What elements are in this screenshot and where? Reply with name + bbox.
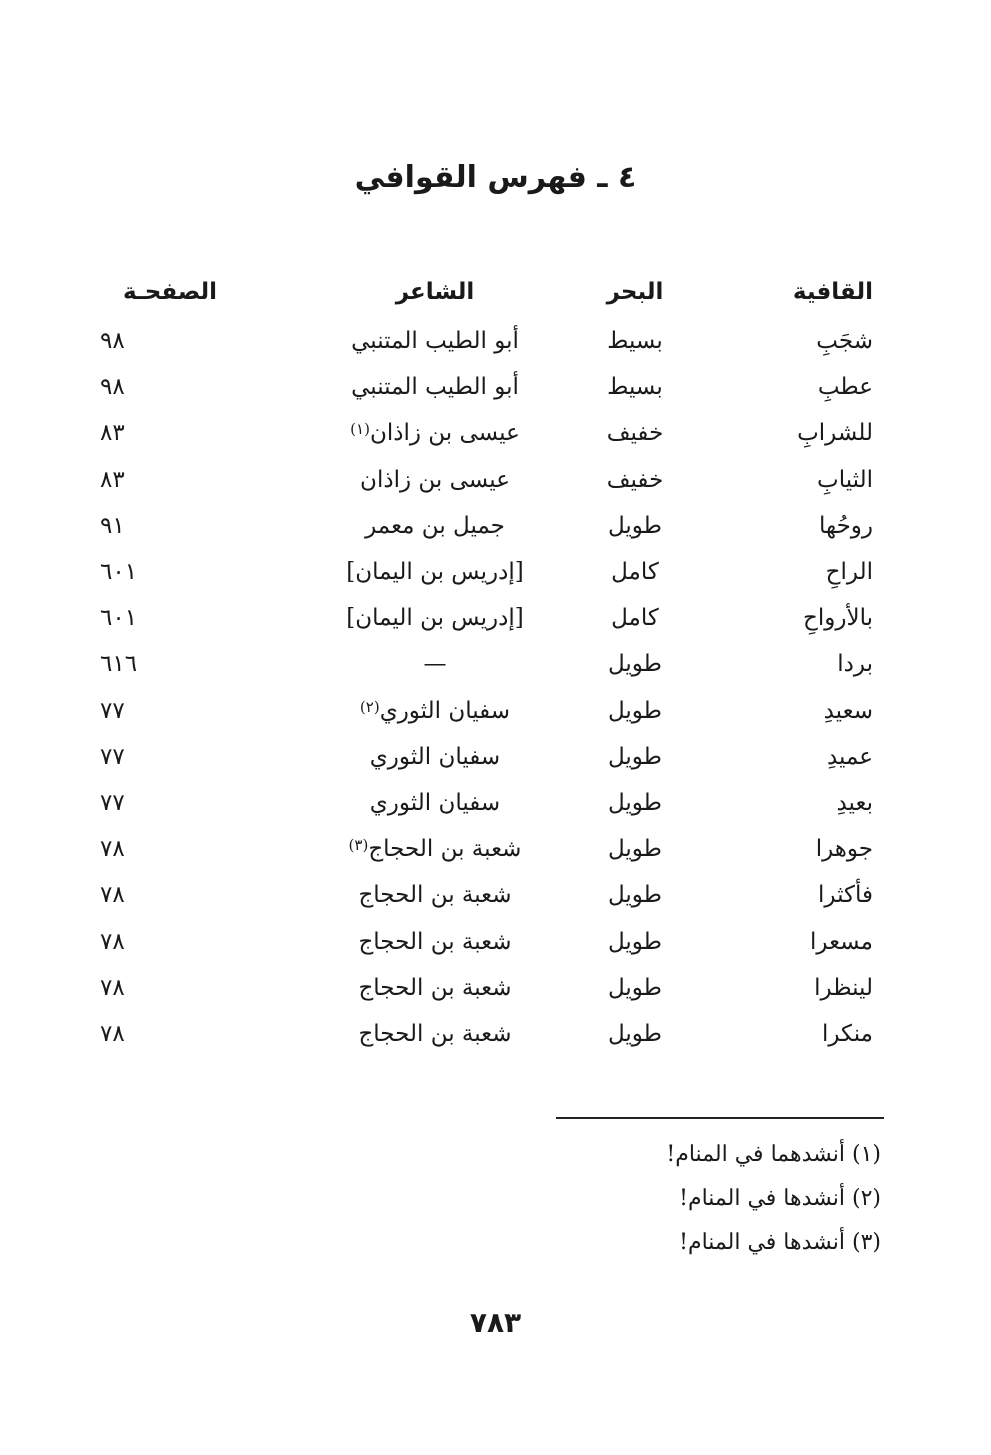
header-qafia: القافية: [792, 279, 873, 305]
cell-qafia: عطبِ: [817, 374, 873, 401]
footnote-divider: [556, 1117, 884, 1119]
cell-shaer: [300, 321, 570, 361]
cell-bahr: طويل: [607, 928, 662, 955]
cell-qafia: الثيابِ: [817, 466, 873, 493]
poet-name: عيسى بن زاذان: [360, 466, 510, 493]
table-row: [0, 922, 991, 962]
cell-qafia: لينظرا: [814, 974, 873, 1001]
cell-page: ٩١: [100, 512, 125, 539]
cell-bahr: طويل: [607, 1021, 662, 1047]
cell-shaer: [300, 783, 570, 823]
cell-page: ٧٨: [100, 1021, 125, 1047]
cell-bahr: بسيط: [607, 374, 663, 401]
table-row: [0, 1014, 991, 1054]
cell-qafia: بردا: [837, 651, 873, 678]
header-shaer: الشاعر: [395, 279, 475, 305]
cell-page: ٩٨: [100, 374, 125, 401]
cell-page: ٧٨: [100, 836, 125, 863]
cell-qafia: شجَبِ: [816, 328, 873, 354]
table-row: [0, 691, 991, 731]
cell-page: ٦٠١: [100, 605, 138, 632]
cell-qafia: جوهرا: [815, 836, 873, 863]
table-row: [0, 460, 991, 500]
poet-name: شعبة بن الحجاج: [358, 1021, 512, 1047]
cell-bahr: طويل: [607, 790, 662, 816]
table-row: [0, 737, 991, 777]
cell-shaer: [300, 691, 570, 731]
cell-shaer: [300, 1014, 570, 1054]
cell-shaer: [300, 644, 570, 684]
cell-page: ٧٨: [100, 882, 125, 909]
cell-page: ٩٨: [100, 328, 125, 354]
table-row: [0, 321, 991, 361]
cell-bahr: طويل: [607, 651, 662, 678]
cell-page: ٦١٦: [100, 651, 138, 678]
table-row: [0, 875, 991, 915]
cell-shaer: [300, 875, 570, 915]
cell-qafia: بالأرواحِ: [803, 605, 873, 632]
cell-qafia: منكرا: [821, 1021, 873, 1047]
cell-shaer: [300, 367, 570, 407]
poet-name: أبو الطيب المتنبي: [351, 374, 519, 401]
cell-shaer: [300, 829, 570, 869]
cell-shaer: [300, 506, 570, 546]
footnotes: [381, 1133, 881, 1265]
cell-bahr: خفيف: [606, 420, 664, 447]
footnote-marker: (٢): [359, 697, 380, 716]
page-number: ٧٨٣: [469, 1306, 522, 1339]
cell-bahr: طويل: [607, 512, 662, 539]
table-row: [0, 552, 991, 592]
cell-qafia: عميدِ: [826, 743, 873, 770]
header-page: الصفحـة: [122, 279, 218, 305]
poet-name: أبو الطيب المتنبي: [351, 328, 519, 354]
poet-name: —: [423, 651, 447, 678]
footnote-2: (٢) أنشدها في المنام!: [679, 1186, 881, 1211]
footnote-marker: (٣): [348, 836, 369, 855]
cell-page: ٧٨: [100, 974, 125, 1001]
table-row: [0, 829, 991, 869]
cell-qafia: الراحِ: [825, 559, 873, 585]
cell-bahr: طويل: [607, 697, 662, 724]
cell-shaer: [300, 737, 570, 777]
cell-qafia: فأكثرا: [818, 882, 873, 909]
poet-name: سفيان الثوري: [369, 790, 501, 816]
cell-page: ٧٧: [100, 743, 125, 770]
cell-page: ٨٣: [100, 420, 125, 447]
table-row: [0, 413, 991, 453]
cell-page: ٧٨: [100, 928, 125, 955]
poet-name: سفيان الثوري: [379, 697, 511, 724]
cell-bahr: خفيف: [606, 466, 664, 493]
poet-name: شعبة بن الحجاج: [358, 974, 512, 1001]
page-title: ٤ ـ فهرس القوافي: [354, 160, 637, 195]
cell-shaer: [300, 552, 570, 592]
poet-name: عيسى بن زاذان: [369, 420, 520, 447]
table-row: [0, 968, 991, 1008]
cell-shaer: [300, 460, 570, 500]
cell-page: ٧٧: [100, 697, 125, 724]
table-header: [0, 272, 991, 312]
table-row: [0, 644, 991, 684]
poet-name: شعبة بن الحجاج: [368, 836, 522, 863]
footnote-1: (١) أنشدهما في المنام!: [666, 1142, 881, 1167]
cell-bahr: بسيط: [607, 328, 663, 354]
poet-name: [إدريس بن اليمان]: [346, 605, 524, 632]
cell-page: ٨٣: [100, 466, 125, 493]
cell-qafia: سعيدِ: [823, 697, 873, 724]
table-row: [0, 783, 991, 823]
poet-name: شعبة بن الحجاج: [358, 928, 512, 955]
footnote-marker: (١): [350, 420, 370, 439]
cell-bahr: كامل: [611, 559, 659, 585]
table-row: [0, 506, 991, 546]
cell-qafia: للشرابِ: [797, 420, 873, 447]
poet-name: جميل بن معمر: [365, 512, 505, 539]
cell-page: ٦٠١: [100, 559, 138, 585]
cell-qafia: روحُها: [818, 512, 873, 539]
cell-shaer: [300, 968, 570, 1008]
header-bahr: البحر: [606, 279, 664, 305]
cell-shaer: [300, 598, 570, 638]
table-row: [0, 598, 991, 638]
cell-bahr: طويل: [607, 743, 662, 770]
cell-bahr: كامل: [611, 605, 659, 632]
poet-name: [إدريس بن اليمان]: [346, 559, 524, 585]
cell-bahr: طويل: [607, 836, 662, 863]
footnote-3: (٣) أنشدها في المنام!: [679, 1230, 881, 1255]
cell-bahr: طويل: [607, 882, 662, 909]
poet-name: سفيان الثوري: [369, 743, 501, 770]
cell-qafia: مسعرا: [809, 928, 873, 955]
cell-shaer: [300, 413, 570, 453]
cell-shaer: [300, 922, 570, 962]
cell-page: ٧٧: [100, 790, 125, 816]
table-row: [0, 367, 991, 407]
cell-qafia: بعيدِ: [836, 790, 873, 816]
cell-bahr: طويل: [607, 974, 662, 1001]
poet-name: شعبة بن الحجاج: [358, 882, 512, 909]
